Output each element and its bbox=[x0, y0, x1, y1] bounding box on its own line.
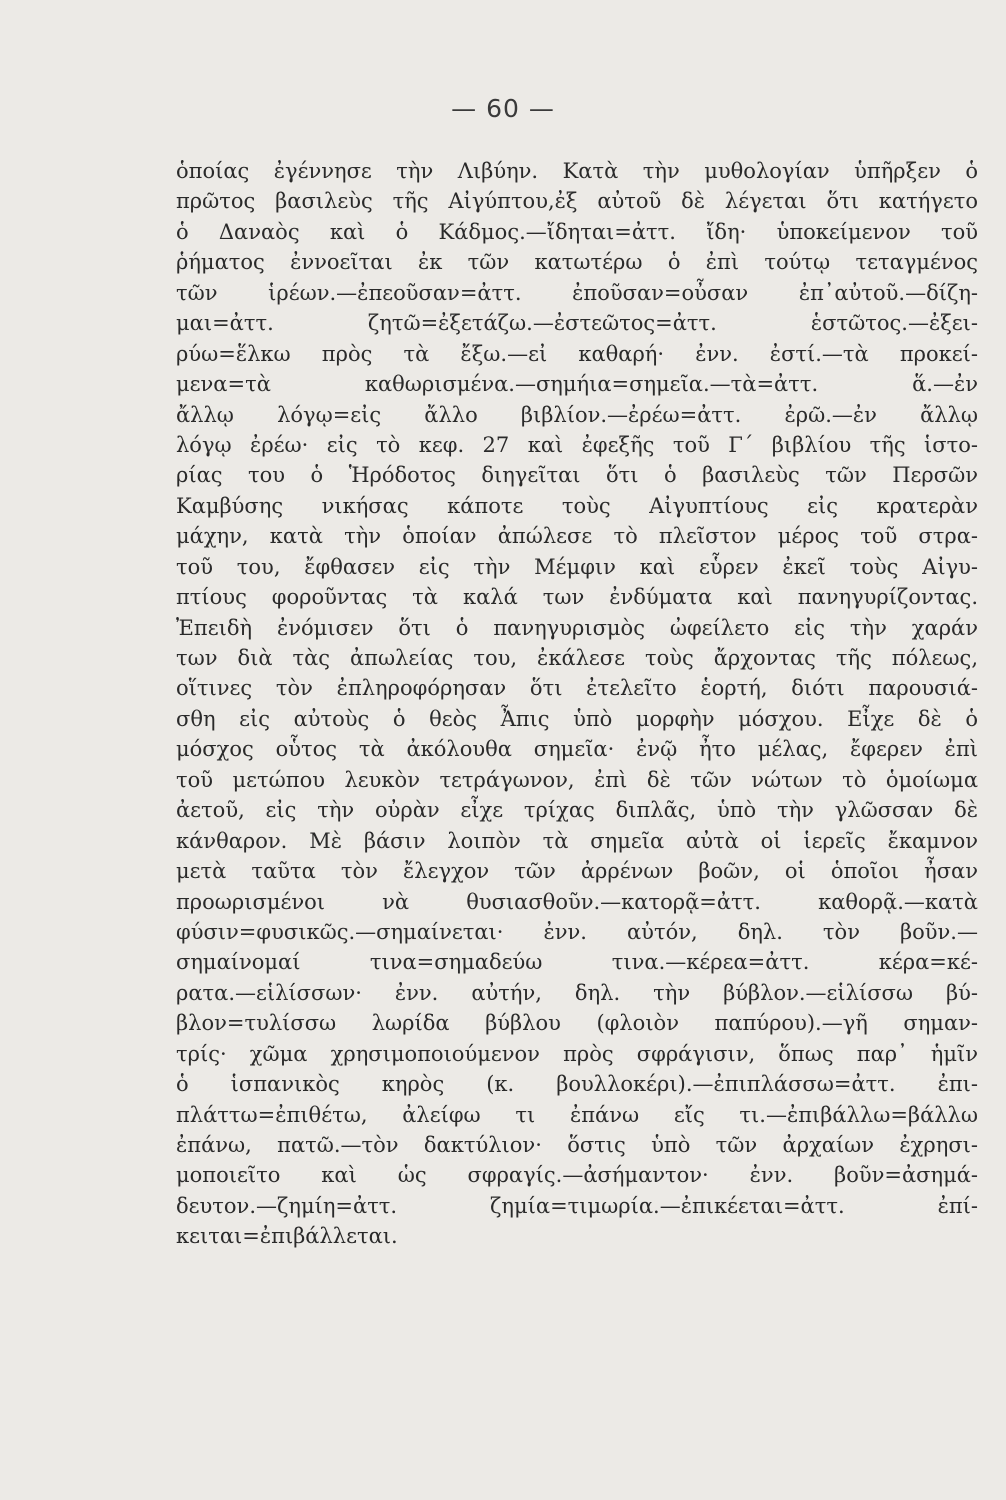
body-text bbox=[176, 156, 978, 1252]
text-line: βλον=τυλίσσω λωρίδα βύβλου (φλοιὸν παπύρου).—γῆ σημαν- bbox=[176, 1011, 978, 1036]
page-number: — 60 — bbox=[451, 94, 555, 123]
text-line: των διὰ τὰς ἀπωλείας του, ἐκάλεσε τοὺς ἄρχοντας τῆς πόλεως, bbox=[176, 646, 978, 670]
text-line: τοῦ μετώπου λευκὸν τετράγωνον, ἐπὶ δὲ τῶν νώτων τὸ ὁμοίωμα bbox=[176, 767, 978, 792]
text-line: φύσιν=φυσικῶς.—σημαίνεται· ἐνν. αὐτόν, δηλ. τὸν βοῦν.— bbox=[176, 919, 978, 944]
text-line: προωρισμένοι νὰ θυσιασθοῦν.—κατορᾷ=ἀττ. καθορᾷ.—κατὰ bbox=[176, 889, 978, 914]
text-line: τῶν ἱρέων.—ἐπεοῦσαν=ἀττ. ἐποῦσαν=οὖσαν ἐπ᾿αὐτοῦ.—δίζη- bbox=[176, 280, 978, 305]
text-line: ρύω=ἕλκω πρὸς τὰ ἔξω.—εἰ καθαρή· ἐνν. ἐστί.—τὰ προκεί- bbox=[176, 341, 978, 366]
text-line: ρίας του ὁ Ἡρόδοτος διηγεῖται ὅτι ὁ βασιλεὺς τῶν Περσῶν bbox=[176, 463, 978, 488]
text-line: ὁ ἱσπανικὸς κηρὸς (κ. βουλλοκέρι).—ἐπιπλάσσω=ἀττ. ἐπι- bbox=[176, 1072, 978, 1097]
text-line: ἐπάνω, πατῶ.—τὸν δακτύλιον· ὅστις ὑπὸ τῶν ἀρχαίων ἐχρησι- bbox=[176, 1133, 978, 1157]
text-line: ρατα.—εἱλίσσων· ἐνν. αὐτήν, δηλ. τὴν βύβλον.—εἱλίσσω βύ- bbox=[176, 980, 978, 1005]
text-line: πτίους φοροῦντας τὰ καλά των ἐνδύματα καὶ πανηγυρίζοντας. bbox=[176, 585, 978, 610]
text-line: μοποιεῖτο καὶ ὡς σφραγίς.—ἀσήμαντον· ἐνν. βοῦν=ἀσημά- bbox=[176, 1163, 978, 1188]
text-line: πλάττω=ἐπιθέτω, ἀλείφω τι ἐπάνω εἴς τι.—ἐπιβάλλω=βάλλω bbox=[176, 1102, 978, 1127]
text-line: οἵτινες τὸν ἐπληροφόρησαν ὅτι ἐτελεῖτο ἑορτή, διότι παρουσιά- bbox=[176, 676, 978, 701]
text-line: μενα=τὰ καθωρισμένα.—σημήια=σημεῖα.—τὰ=ἀττ. ἅ.—ἐν bbox=[176, 372, 978, 397]
text-line: σθη εἰς αὐτοὺς ὁ θεὸς Ἆπις ὑπὸ μορφὴν μόσχου. Εἶχε δὲ ὁ bbox=[176, 706, 978, 731]
text-line: ὁ Δαναὸς καὶ ὁ Κάδμος.—ἴδηται=ἀττ. ἴδη· ὑποκείμενον τοῦ bbox=[176, 219, 978, 244]
text-line: πρῶτος βασιλεὺς τῆς Αἰγύπτου,ἐξ αὐτοῦ δὲ λέγεται ὅτι κατήγετο bbox=[176, 189, 978, 214]
text-line: Ἐπειδὴ ἐνόμισεν ὅτι ὁ πανηγυρισμὸς ὠφείλετο εἰς τὴν χαράν bbox=[176, 615, 978, 640]
text-line: μόσχος οὗτος τὰ ἀκόλουθα σημεῖα· ἐνῷ ἦτο μέλας, ἔφερεν ἐπὶ bbox=[176, 737, 978, 762]
text-line: κάνθαρον. Μὲ βάσιν λοιπὸν τὰ σημεῖα αὐτὰ οἱ ἱερεῖς ἔκαμνον bbox=[176, 828, 978, 853]
text-line: ἄλλῳ λόγῳ=εἰς ἄλλο βιβλίον.—ἐρέω=ἀττ. ἐρῶ.—ἐν ἄλλῳ bbox=[176, 402, 978, 427]
text-line: Καμβύσης νικήσας κάποτε τοὺς Αἰγυπτίους εἰς κρατερὰν bbox=[176, 493, 978, 518]
text-line: ὁποίας ἐγέννησε τὴν Λιβύην. Κατὰ τὴν μυθολογίαν ὑπῆρξεν ὁ bbox=[176, 159, 978, 183]
text-line: ῥήματος ἐννοεῖται ἐκ τῶν κατωτέρω ὁ ἐπὶ τούτῳ τεταγμένος bbox=[176, 250, 978, 275]
text-line: λόγῳ ἐρέω· εἰς τὸ κεφ. 27 καὶ ἐφεξῆς τοῦ Γ´ βιβλίου τῆς ἱστο- bbox=[176, 432, 978, 457]
text-line: μετὰ ταῦτα τὸν ἔλεγχον τῶν ἀρρένων βοῶν, οἱ ὁποῖοι ἦσαν bbox=[176, 859, 978, 884]
text-line: τοῦ του, ἔφθασεν εἰς τὴν Μέμφιν καὶ εὗρεν ἐκεῖ τοὺς Αἰγυ- bbox=[176, 554, 978, 579]
text-line: δευτον.—ζημίη=ἀττ. ζημία=τιμωρία.—ἐπικέεται=ἀττ. ἐπί- bbox=[176, 1193, 978, 1218]
text-line: κειται=ἐπιβάλλεται. bbox=[176, 1224, 398, 1249]
text-line: μαι=ἀττ. ζητῶ=ἐξετάζω.—ἐστεῶτος=ἀττ. ἑστῶτος.—ἐξει- bbox=[176, 311, 978, 336]
text-line: σημαίνομαί τινα=σημαδεύω τινα.—κέρεα=ἀττ. κέρα=κέ- bbox=[176, 950, 978, 975]
text-line: μάχην, κατὰ τὴν ὁποίαν ἀπώλεσε τὸ πλεῖστον μέρος τοῦ στρα- bbox=[176, 524, 978, 549]
text-line: ἀετοῦ, εἰς τὴν οὐρὰν εἶχε τρίχας διπλᾶς, ὑπὸ τὴν γλῶσσαν δὲ bbox=[176, 798, 978, 823]
text-line: τρίς· χῶμα χρησιμοποιούμενον πρὸς σφράγισιν, ὅπως παρ᾿ ἡμῖν bbox=[176, 1041, 978, 1066]
